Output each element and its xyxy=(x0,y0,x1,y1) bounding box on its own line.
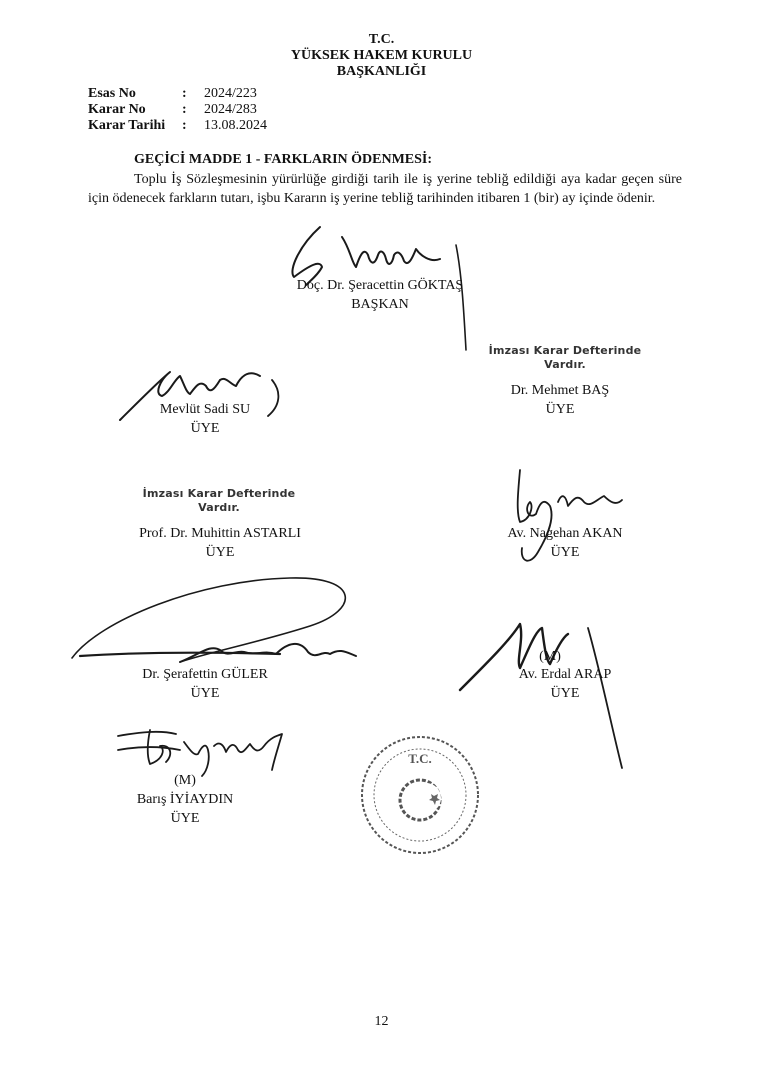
meta-esas-no: Esas No : 2024/223 xyxy=(88,86,257,101)
m6-name: Av. Erdal ARAP xyxy=(518,667,612,682)
m7-name: Barış İYİAYDIN xyxy=(136,792,234,807)
stamp-m1: İmzası Karar Defterinde Vardır. xyxy=(488,344,642,371)
chair-name: Doç. Dr. Şeracettin GÖKTAŞ xyxy=(296,278,464,293)
article-title: GEÇİCİ MADDE 1 - FARKLARIN ÖDENMESİ: xyxy=(134,152,433,167)
m2-role: ÜYE xyxy=(190,421,220,436)
m3-name: Prof. Dr. Muhittin ASTARLI xyxy=(139,526,301,541)
m1-role: ÜYE xyxy=(545,402,575,417)
m3-role: ÜYE xyxy=(205,545,235,560)
m6-mark: (M) xyxy=(539,649,561,664)
karar-no-value: 2024/283 xyxy=(204,102,257,117)
m7-role: ÜYE xyxy=(170,811,200,826)
m5-name: Dr. Şerafettin GÜLER xyxy=(142,667,268,682)
m2-name: Mevlüt Sadi SU xyxy=(159,402,251,417)
meta-karar-tarihi: Karar Tarihi : 13.08.2024 xyxy=(88,118,267,133)
m5-signature xyxy=(60,570,370,680)
m4-name: Av. Nagehan AKAN xyxy=(507,526,623,541)
m4-role: ÜYE xyxy=(550,545,580,560)
page-number: 12 xyxy=(374,1014,389,1029)
esas-no-value: 2024/223 xyxy=(204,86,257,101)
m1-name: Dr. Mehmet BAŞ xyxy=(510,383,610,398)
header-office: BAŞKANLIĞI xyxy=(336,64,427,79)
m5-role: ÜYE xyxy=(190,686,220,701)
meta-karar-no: Karar No : 2024/283 xyxy=(88,102,257,117)
article-body: Toplu İş Sözleşmesinin yürürlüğe girdiği tarih ile iş yerine tebliğ edildiği aya kadar geçen süre için ödenecek farkların tutarı, işbu Kararın iş yerine tebliğ tarihinden itibaren 1 (bir) ay içinde ödenir. xyxy=(88,172,682,206)
header-institution: YÜKSEK HAKEM KURULU xyxy=(290,48,473,63)
official-seal xyxy=(350,728,490,863)
header-tc: T.C. xyxy=(368,32,395,47)
svg-text:T.C.: T.C. xyxy=(408,751,432,766)
document-header xyxy=(0,32,763,80)
stamp-m3: İmzası Karar Defterinde Vardır. xyxy=(142,487,296,514)
karar-tarihi-value: 13.08.2024 xyxy=(204,118,267,133)
m6-role: ÜYE xyxy=(550,686,580,701)
m7-mark: (M) xyxy=(174,773,196,788)
chair-role: BAŞKAN xyxy=(351,297,409,312)
